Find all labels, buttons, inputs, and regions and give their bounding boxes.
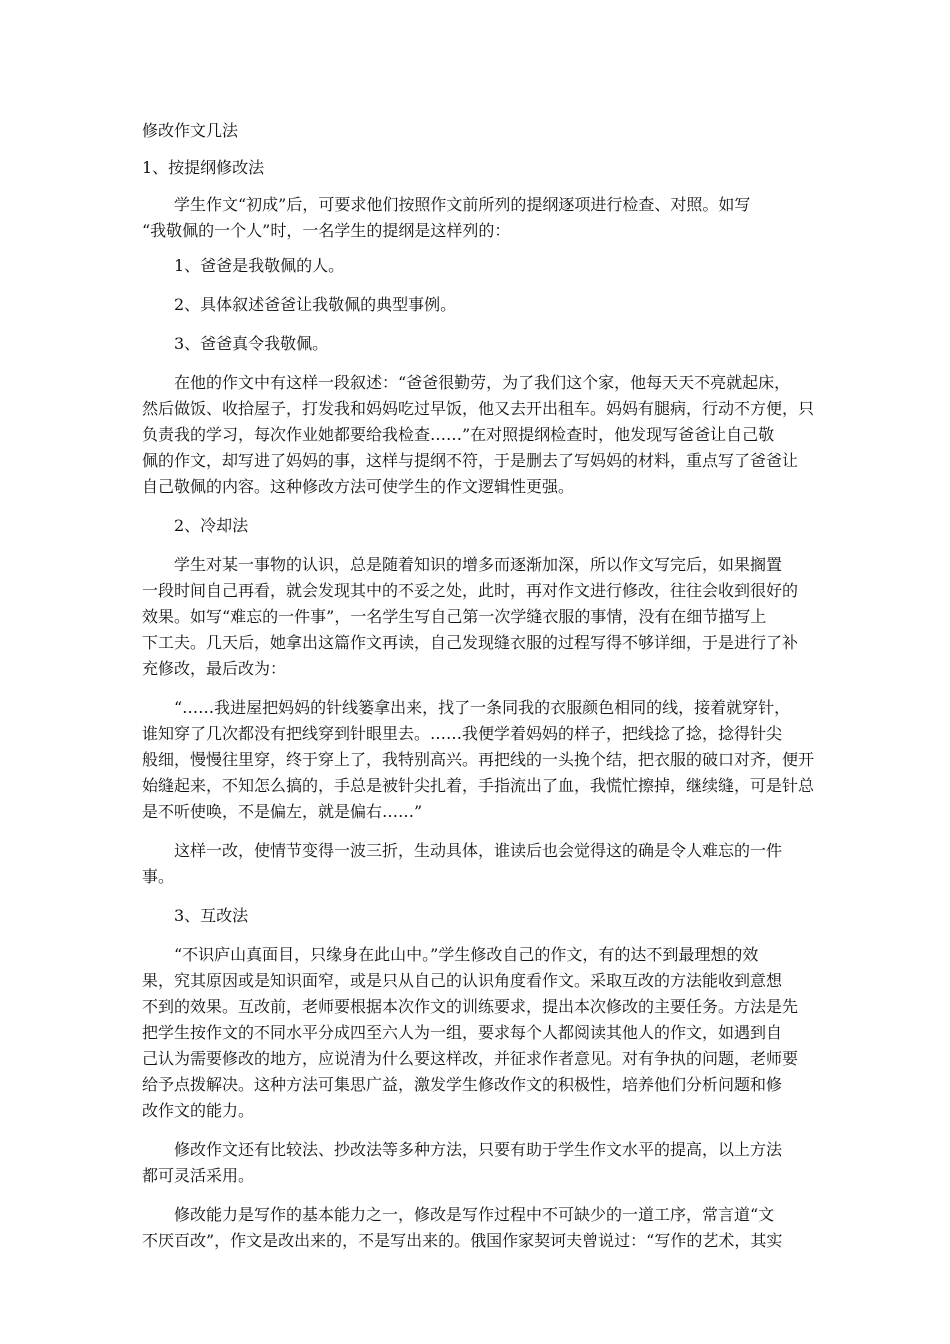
text-line: 这样一改，使情节变得一波三折，生动具体，谁读后也会觉得这的确是令人难忘的一件	[174, 841, 783, 860]
text-line: 始缝起来，不知怎么搞的，手总是被针尖扎着，手指流出了血，我慌忙擦掉，继续缝，可是针总	[142, 776, 815, 795]
text-line: 修改作文还有比较法、抄改法等多种方法，只要有助于学生作文水平的提高，以上方法	[174, 1140, 783, 1159]
text-line: 负责我的学习，每次作业她都要给我检查……”在对照提纲检查时，他发现写爸爸让自己敬	[142, 425, 775, 444]
text-line: “不识庐山真面目，只缘身在此山中。”学生修改自己的作文，有的达不到最理想的效	[174, 945, 759, 964]
text-line: 不厌百改”，作文是改出来的，不是写出来的。俄国作家契诃夫曾说过：“写作的艺术，其实	[142, 1231, 783, 1250]
text-line: 一段时间自己再看，就会发现其中的不妥之处，此时，再对作文进行修改，往往会收到很好的	[142, 581, 799, 600]
text-line: 是不听使唤，不是偏左，就是偏右……”	[142, 802, 423, 821]
paragraph	[142, 370, 815, 500]
text-line: 把学生按作文的不同水平分成四至六人为一组，要求每个人都阅读其他人的作文，如遇到自	[142, 1023, 783, 1042]
text-line: 事。	[142, 867, 175, 886]
text-line: 改作文的能力。	[142, 1101, 255, 1120]
text-line: 佩的作文，却写进了妈妈的事，这样与提纲不符，于是删去了写妈妈的材料，重点写了爸爸让	[142, 451, 799, 470]
text-line: 学生对某一事物的认识，总是随着知识的增多而逐渐加深，所以作文写完后，如果搁置	[174, 555, 783, 574]
section-heading-cooling-method: 2、冷却法	[174, 516, 249, 535]
text-line: 学生作文“初成”后，可要求他们按照作文前所列的提纲逐项进行检查、对照。如写	[174, 195, 751, 214]
text-line: 修改能力是写作的基本能力之一，修改是写作过程中不可缺少的一道工序，常言道“文	[174, 1205, 775, 1224]
text-line: 然后做饭、收拾屋子，打发我和妈妈吃过早饭，他又去开出租车。妈妈有腿病，行动不方便，只	[142, 399, 815, 418]
paragraph	[142, 192, 810, 244]
quote-paragraph	[142, 695, 815, 825]
outline-item: 2、具体叙述爸爸让我敬佩的典型事例。	[174, 295, 457, 314]
document-title: 修改作文几法	[142, 121, 239, 140]
paragraph	[142, 1137, 810, 1189]
paragraph	[142, 942, 810, 1124]
text-line: 己认为需要修改的地方，应说清为什么要这样改，并征求作者意见。对有争执的问题，老师要	[142, 1049, 799, 1068]
paragraph	[142, 552, 810, 682]
text-line: 般细，慢慢往里穿，终于穿上了，我特别高兴。再把线的一头挽个结，把衣服的破口对齐，便开	[142, 750, 815, 769]
document-page	[142, 118, 815, 1254]
outline-item: 3、爸爸真令我敬佩。	[174, 334, 329, 353]
text-line: 都可灵活采用。	[142, 1166, 255, 1185]
text-line: 充修改，最后改为：	[142, 659, 287, 678]
paragraph	[142, 838, 810, 890]
section-heading-peer-review-method: 3、互改法	[174, 906, 249, 925]
section-heading-outline-method: 1、按提纲修改法	[142, 158, 265, 177]
text-line: 果，究其原因或是知识面窄，或是只从自己的认识角度看作文。采取互改的方法能收到意想	[142, 971, 783, 990]
text-line: 给予点拨解决。这种方法可集思广益，激发学生修改作文的积极性，培养他们分析问题和修	[142, 1075, 783, 1094]
paragraph	[142, 1202, 810, 1254]
text-line: 在他的作文中有这样一段叙述：“爸爸很勤劳，为了我们这个家，他每天天不亮就起床，	[174, 373, 791, 392]
text-line: 效果。如写“难忘的一件事”，一名学生写自己第一次学缝衣服的事情，没有在细节描写上	[142, 607, 767, 626]
text-line: “……我进屋把妈妈的针线篓拿出来，找了一条同我的衣服颜色相同的线，接着就穿针，	[174, 698, 791, 717]
text-line: 不到的效果。互改前，老师要根据本次作文的训练要求，提出本次修改的主要任务。方法是先	[142, 997, 799, 1016]
text-line: 下工夫。几天后，她拿出这篇作文再读，自己发现缝衣服的过程写得不够详细，于是进行了补	[142, 633, 799, 652]
text-line: “我敬佩的一个人”时，一名学生的提纲是这样列的：	[142, 221, 511, 240]
text-line: 谁知穿了几次都没有把线穿到针眼里去。……我便学着妈妈的样子，把线捻了捻，捻得针尖	[142, 724, 783, 743]
outline-item: 1、爸爸是我敬佩的人。	[174, 256, 345, 275]
text-line: 自己敬佩的内容。这种修改方法可使学生的作文逻辑性更强。	[142, 477, 575, 496]
